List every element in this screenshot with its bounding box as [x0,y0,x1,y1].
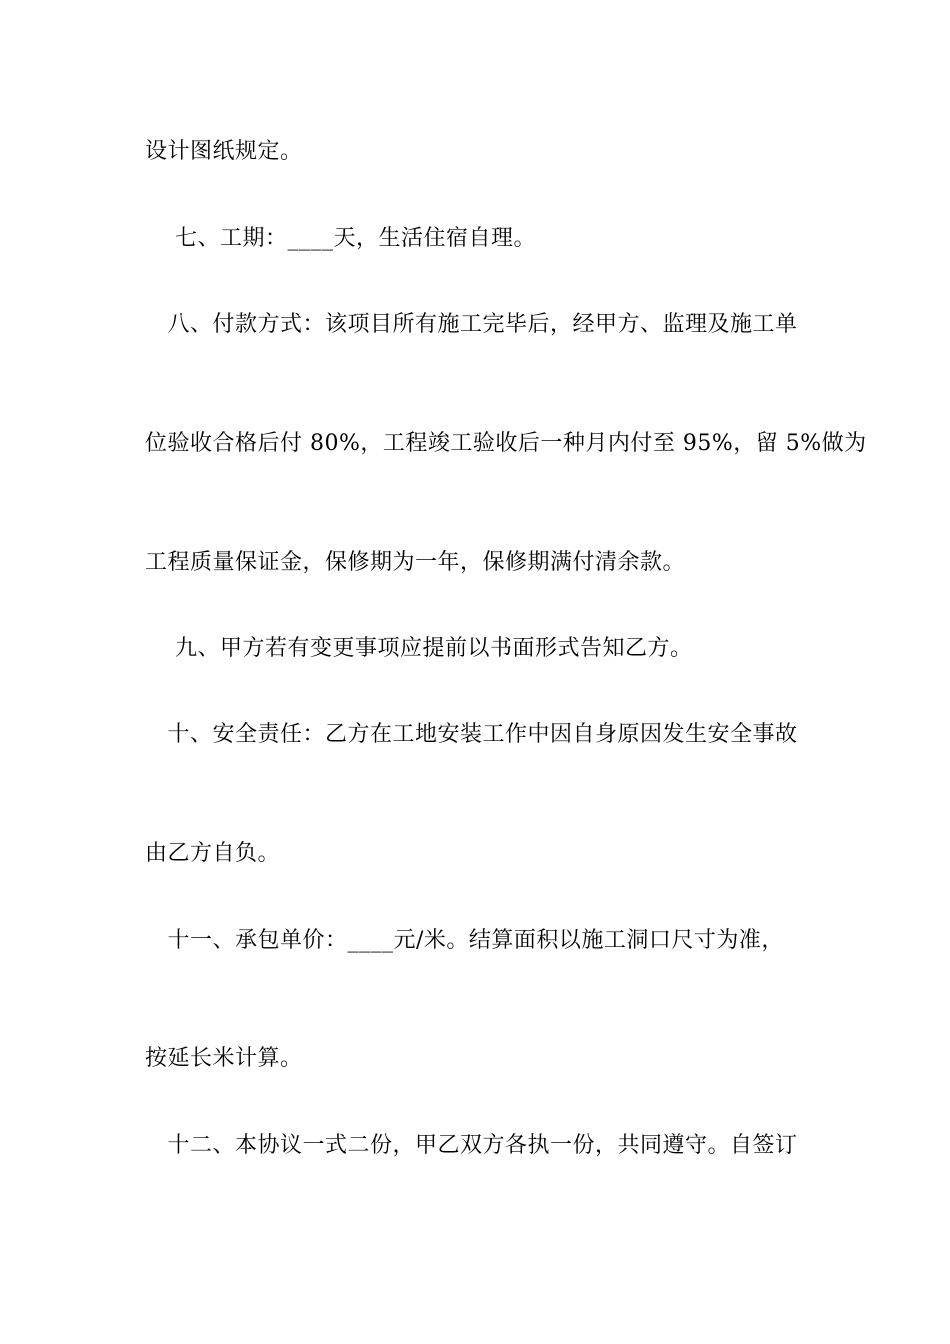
clause-10-safety: 十、安全责任：乙方在工地安装工作中因自身原因发生安全事故 [145,722,798,747]
clause-11-unit-price-cont: 按延长米计算。 [145,1046,303,1071]
clause-11-unit-price: 十一、承包单价：____元/米。结算面积以施工洞口尺寸为准， [145,928,784,953]
clause-8-payment-cont-2: 工程质量保证金，保修期为一年，保修期满付清余款。 [145,550,686,575]
clause-12-copies: 十二、本协议一式二份，甲乙双方各执一份，共同遵守。自签订 [145,1133,798,1158]
clause-8-payment-cont-1: 位验收合格后付 80%，工程竣工验收后一种月内付至 95%，留 5%做为 [145,431,867,456]
clause-9-changes: 九、甲方若有变更事项应提前以书面形式告知乙方。 [145,636,693,661]
clause-10-safety-cont: 由乙方自负。 [145,841,281,866]
clause-8-payment: 八、付款方式：该项目所有施工完毕后，经甲方、监理及施工单 [145,312,798,337]
text-line-design-drawings: 设计图纸规定。 [145,139,303,164]
clause-7-duration: 七、工期：____天，生活住宿自理。 [145,226,536,251]
